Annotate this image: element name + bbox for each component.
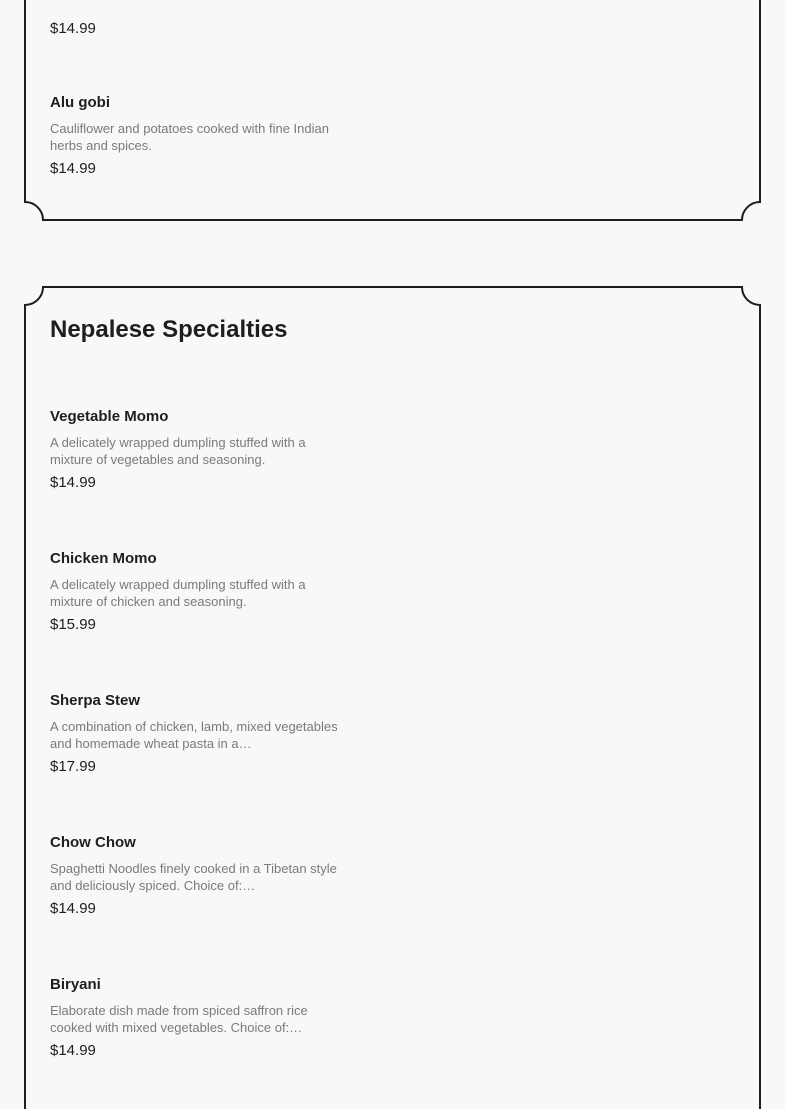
menu-item[interactable]: [50, 834, 350, 918]
item-description: A delicately wrapped dumpling stuffed with a mixture of vegetables and seasoning.: [50, 435, 306, 467]
item-name: Alu gobi: [50, 94, 110, 111]
item-description: Elaborate dish made from spiced saffron rice cooked with mixed vegetables. Choice of:…: [50, 1003, 308, 1035]
item-description: A delicately wrapped dumpling stuffed with a mixture of chicken and seasoning.: [50, 577, 306, 609]
menu-item[interactable]: [50, 408, 350, 492]
item-price: $14.99: [50, 160, 96, 177]
menu-item[interactable]: [50, 550, 350, 634]
section-title: Nepalese Specialties: [50, 316, 288, 343]
item-price: $14.99: [50, 20, 96, 37]
item-description: Cauliflower and potatoes cooked with fine Indian herbs and spices.: [50, 121, 329, 153]
item-price: $14.99: [50, 474, 96, 491]
item-name: Biryani: [50, 976, 101, 993]
item-description: A combination of chicken, lamb, mixed vegetables and homemade wheat pasta in a…: [50, 719, 338, 751]
menu-item[interactable]: [50, 976, 350, 1060]
menu-item[interactable]: [50, 94, 350, 178]
item-description: Spaghetti Noodles finely cooked in a Tibetan style and deliciously spiced. Choice of:…: [50, 861, 337, 893]
menu-section-card: [24, 286, 761, 1109]
item-price: $14.99: [50, 900, 96, 917]
menu-section-card: [24, 0, 761, 222]
item-price: $15.99: [50, 616, 96, 633]
item-name: Chow Chow: [50, 834, 136, 851]
item-name: Vegetable Momo: [50, 408, 169, 425]
menu-item[interactable]: [50, 692, 350, 776]
item-price: $17.99: [50, 758, 96, 775]
item-name: Sherpa Stew: [50, 692, 141, 709]
item-price: $14.99: [50, 1042, 96, 1059]
item-name: Chicken Momo: [50, 550, 157, 567]
